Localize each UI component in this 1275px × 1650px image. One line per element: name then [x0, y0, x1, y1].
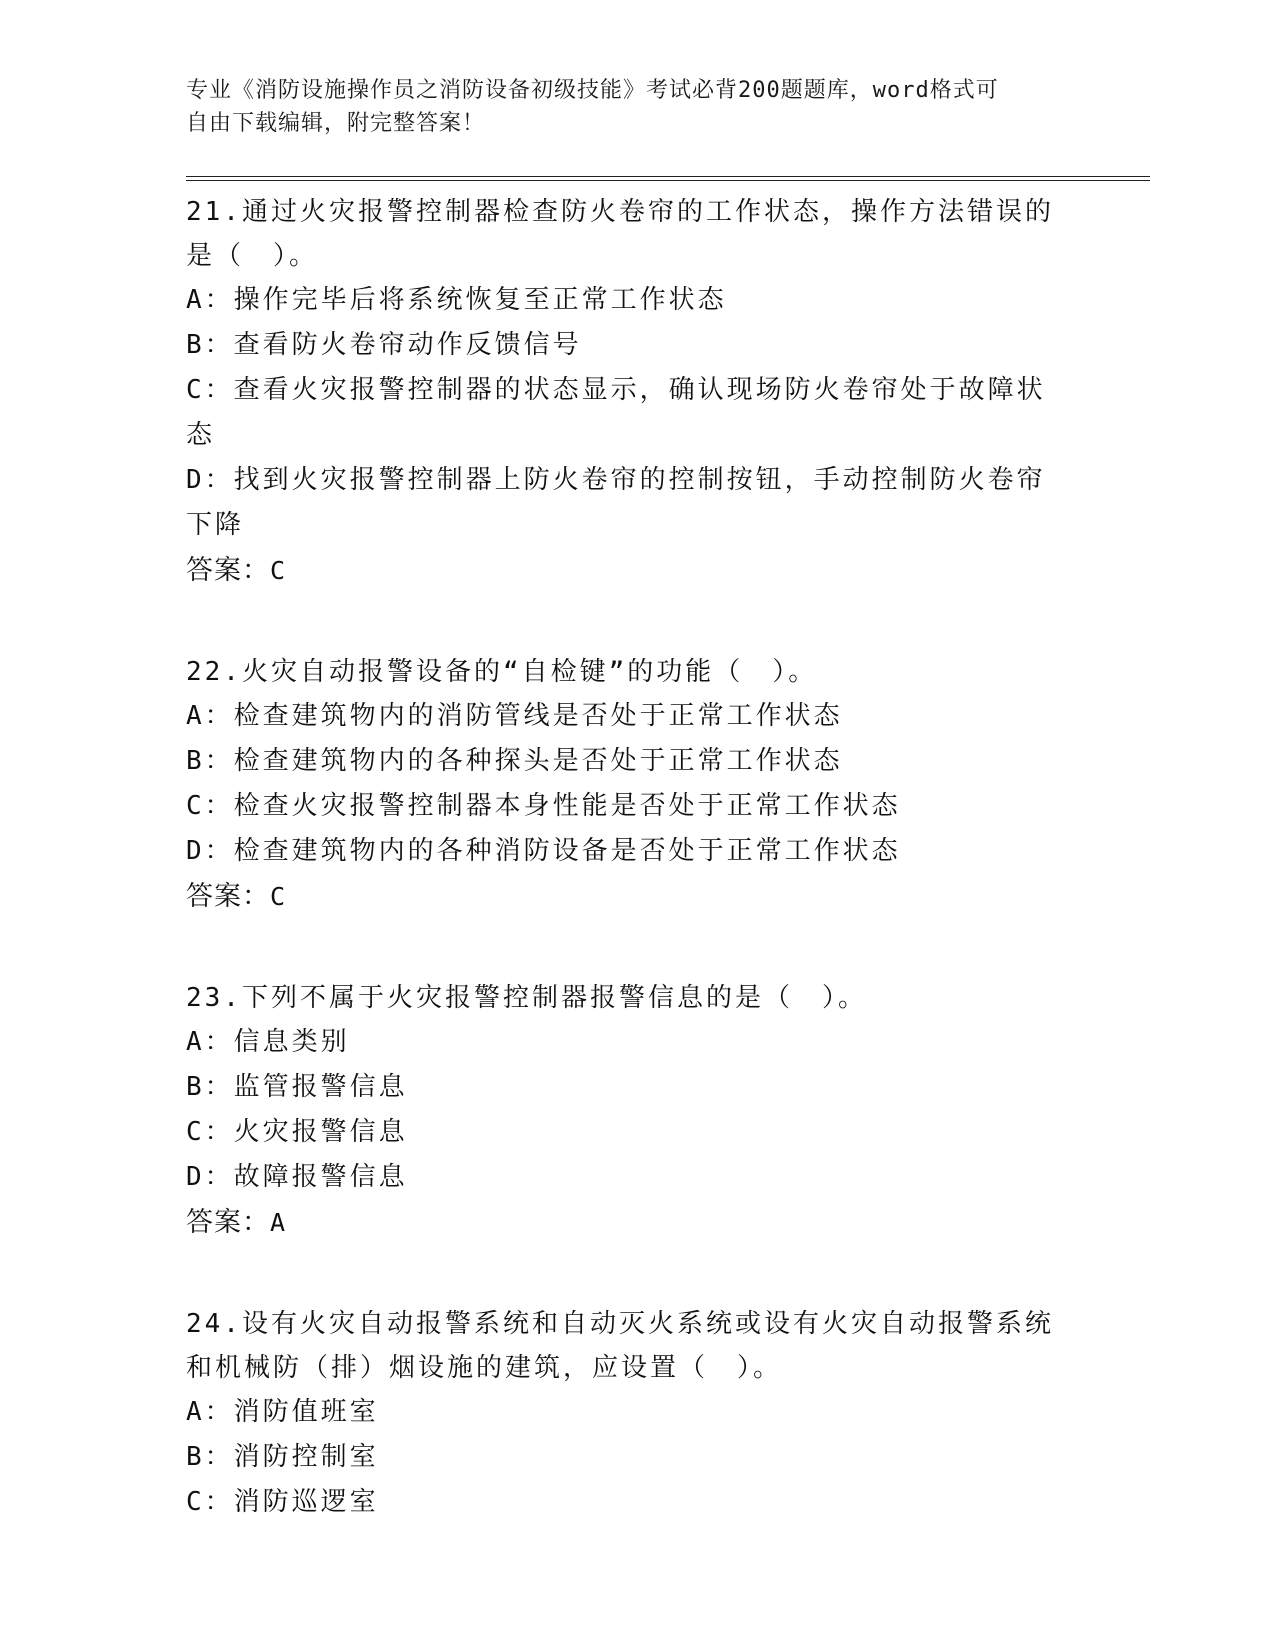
option-a: A：操作完毕后将系统恢复至正常工作状态 [186, 285, 727, 315]
option-b: B：消防控制室 [186, 1442, 379, 1472]
option-d: D：故障报警信息 [186, 1162, 408, 1192]
option-b: B：监管报警信息 [186, 1072, 408, 1102]
question-24 [186, 1302, 1066, 1525]
answer-label: 答案： [186, 555, 270, 586]
option-d: D：检查建筑物内的各种消防设备是否处于正常工作状态 [186, 836, 901, 866]
answer-value: C [270, 556, 287, 585]
question-stem: 22.火灾自动报警设备的“自检键”的功能（ ）。 [186, 657, 818, 687]
question-23 [186, 976, 1066, 1246]
answer [186, 548, 1066, 594]
header-divider [186, 176, 1150, 181]
answer-value: C [270, 882, 287, 911]
question-list [186, 186, 1066, 1525]
answer [186, 874, 1066, 920]
option-a: A：信息类别 [186, 1027, 350, 1057]
option-a: A：检查建筑物内的消防管线是否处于正常工作状态 [186, 701, 843, 731]
option-b: B：查看防火卷帘动作反馈信号 [186, 330, 582, 360]
option-c: C：消防巡逻室 [186, 1487, 379, 1517]
document-header [186, 74, 1066, 140]
header-line-1: 专业《消防设施操作员之消防设备初级技能》考试必背200题题库，word格式可 [186, 78, 999, 103]
option-d: D：找到火灾报警控制器上防火卷帘的控制按钮，手动控制防火卷帘下降 [186, 465, 1046, 540]
question-21 [186, 190, 1066, 594]
question-stem: 21.通过火灾报警控制器检查防火卷帘的工作状态，操作方法错误的是（ ）。 [186, 197, 1054, 271]
option-b: B：检查建筑物内的各种探头是否处于正常工作状态 [186, 746, 843, 776]
option-a: A：消防值班室 [186, 1397, 379, 1427]
answer-label: 答案： [186, 1207, 270, 1238]
question-22 [186, 650, 1066, 920]
question-stem: 24.设有火灾自动报警系统和自动灭火系统或设有火灾自动报警系统和机械防（排）烟设施的建筑，应设置（ ）。 [186, 1309, 1054, 1383]
answer [186, 1200, 1066, 1246]
option-c: C：查看火灾报警控制器的状态显示，确认现场防火卷帘处于故障状态 [186, 375, 1046, 450]
option-c: C：火灾报警信息 [186, 1117, 408, 1147]
answer-label: 答案： [186, 881, 270, 912]
question-stem: 23.下列不属于火灾报警控制器报警信息的是（ ）。 [186, 983, 867, 1013]
option-c: C：检查火灾报警控制器本身性能是否处于正常工作状态 [186, 791, 901, 821]
header-line-2: 自由下载编辑，附完整答案！ [186, 111, 486, 136]
answer-value: A [270, 1208, 287, 1237]
